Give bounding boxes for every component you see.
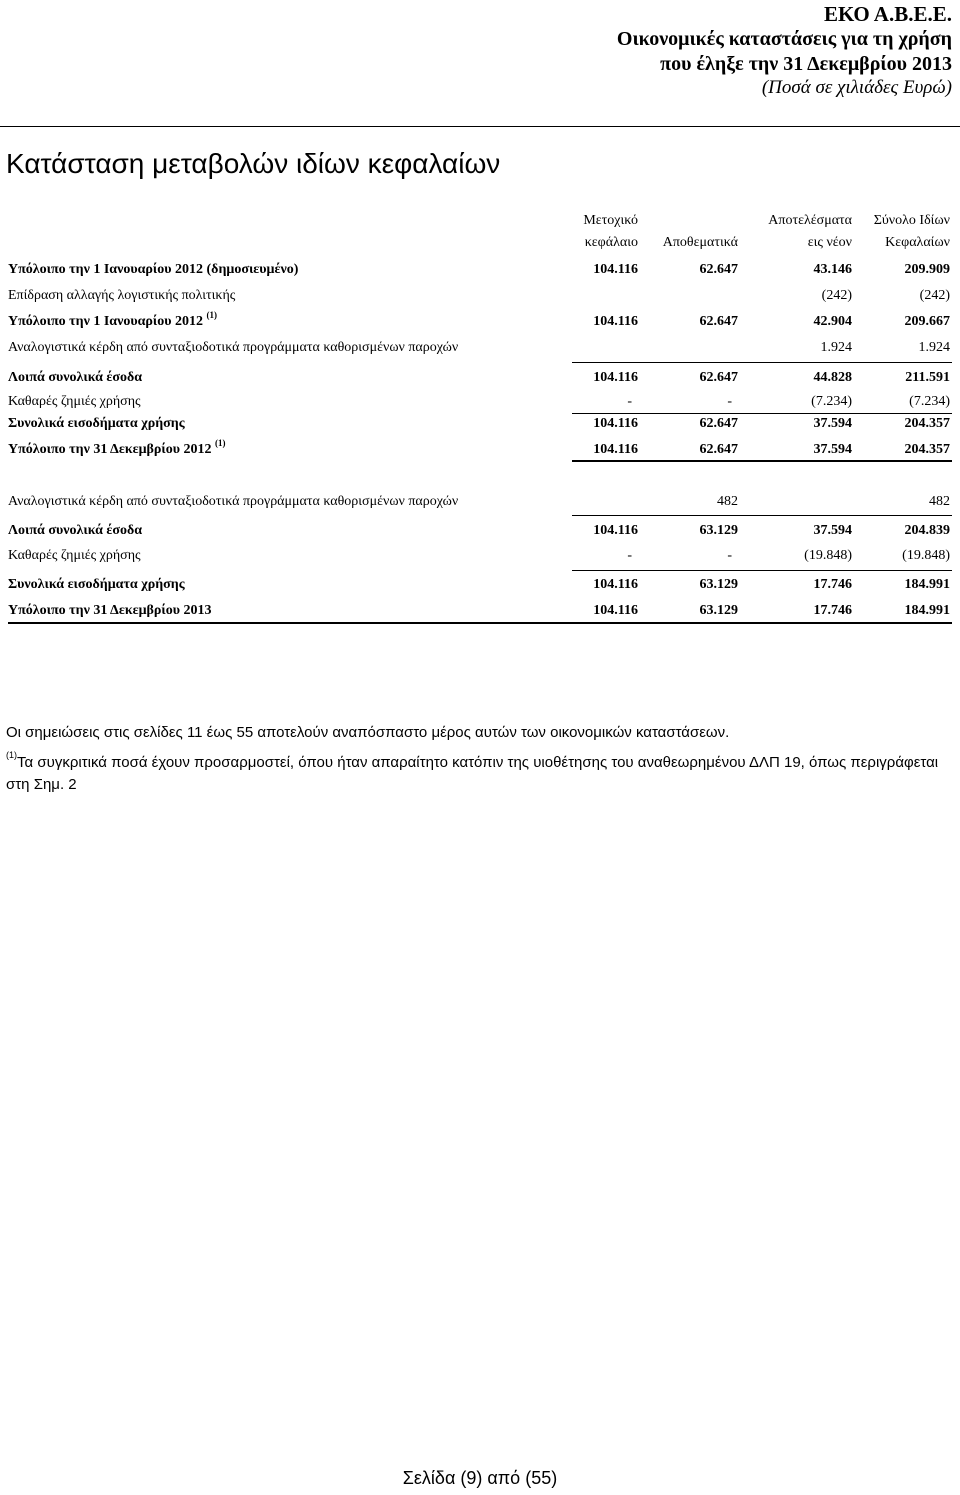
share-capital-value: -: [627, 394, 632, 409]
table-row: [0, 416, 960, 436]
table-row: [0, 394, 960, 414]
subtotal-rule: [572, 362, 952, 363]
table-row: [0, 340, 960, 360]
table-row: [0, 548, 960, 568]
reserves-value: -: [727, 548, 732, 563]
retained-earnings-value: 37.594: [813, 416, 852, 431]
retained-earnings-value: 17.746: [813, 577, 852, 592]
total-equity-value: 204.357: [904, 442, 950, 457]
row-label: Συνολικά εισοδήματα χρήσης: [8, 416, 185, 431]
row-label: Αναλογιστικά κέρδη από συνταξιοδοτικά προγράμματα καθορισμένων παροχών: [8, 494, 459, 509]
total-equity-value: 211.591: [905, 370, 950, 385]
subtotal-rule: [572, 570, 952, 571]
retained-earnings-value: 37.594: [813, 442, 852, 457]
table-row: [0, 603, 960, 623]
table-row: [0, 288, 960, 308]
row-label: Λοιπά συνολικά έσοδα: [8, 523, 143, 538]
total-equity-value: 209.909: [904, 262, 950, 277]
reserves-value: 62.647: [699, 314, 738, 329]
share-capital-value: 104.116: [593, 442, 638, 457]
reserves-value: -: [727, 394, 732, 409]
share-capital-value: 104.116: [593, 314, 638, 329]
share-capital-value: 104.116: [593, 523, 638, 538]
retained-earnings-value: (242): [821, 288, 852, 303]
retained-earnings-value: 17.746: [813, 603, 852, 618]
row-label: Συνολικά εισοδήματα χρήσης: [8, 577, 185, 592]
table-row: [0, 523, 960, 543]
total-equity-value: 184.991: [904, 577, 950, 592]
total-equity-value: 204.839: [904, 523, 950, 538]
retained-earnings-value: 1.924: [820, 340, 852, 355]
statement-title: Κατάσταση μεταβολών ιδίων κεφαλαίων: [6, 148, 501, 179]
total-equity-value: 1.924: [918, 340, 950, 355]
row-label: Καθαρές ζημιές χρήσης: [8, 548, 141, 563]
balance-rule: [572, 460, 952, 462]
amounts-unit: (Ποσά σε χιλιάδες Ευρώ): [761, 77, 952, 98]
retained-earnings-value: (7.234): [811, 394, 852, 409]
column-header-retained-earnings: Αποτελέσματα εις νέον: [768, 213, 852, 250]
row-label: Καθαρές ζημιές χρήσης: [8, 394, 141, 409]
share-capital-value: 104.116: [593, 416, 638, 431]
total-equity-value: (242): [919, 288, 950, 303]
table-row: [0, 577, 960, 597]
share-capital-value: 104.116: [593, 603, 638, 618]
table-row: [0, 438, 960, 462]
footnote-marker: (1): [214, 438, 226, 448]
share-capital-value: 104.116: [593, 370, 638, 385]
row-label: Υπόλοιπο την 31 Δεκεμβρίου 2013: [8, 603, 212, 618]
column-header-reserves: Αποθεματικά: [662, 235, 738, 250]
table-row: [0, 310, 960, 334]
balance-rule: [8, 622, 952, 624]
column-header-total-equity: Σύνολο Ιδίων Κεφαλαίων: [873, 213, 950, 250]
reserves-value: 482: [717, 494, 738, 509]
retained-earnings-value: 44.828: [813, 370, 852, 385]
total-equity-value: (19.848): [902, 548, 950, 563]
restatement-note-continued: στη Σημ. 2: [6, 776, 77, 793]
share-capital-value: 104.116: [593, 577, 638, 592]
restatement-note: $^{(1)}$Τα συγκριτικά ποσά έχουν προσαρμοστεί, όπου ήταν απαραίτητο κατόπιν της υιοθέτησης του αναθεωρημένου ΔΛΠ 19, όπως περιγράφεται: [6, 750, 939, 771]
row-label: Υπόλοιπο την 1 Ιανουαρίου 2012 (δημοσιευμένο): [8, 262, 299, 277]
row-label: Αναλογιστικά κέρδη από συνταξιοδοτικά προγράμματα καθορισμένων παροχών: [8, 340, 459, 355]
table-row: [0, 262, 960, 282]
report-title: Οικονομικές καταστάσεις για τη χρήση: [616, 28, 952, 50]
retained-earnings-value: 43.146: [813, 262, 852, 277]
total-equity-value: 184.991: [904, 603, 950, 618]
subtotal-rule: [572, 515, 952, 516]
row-label: Επίδραση αλλαγής λογιστικής πολιτικής: [8, 288, 236, 303]
retained-earnings-value: 42.904: [813, 314, 852, 329]
reserves-value: 62.647: [699, 442, 738, 457]
footnote-marker: (1): [6, 750, 17, 760]
total-equity-value: 204.357: [904, 416, 950, 431]
header-divider: [0, 126, 960, 127]
row-label: Υπόλοιπο την 31 Δεκεμβρίου 2012 $^{(1)}$: [8, 438, 226, 457]
reserves-value: 63.129: [699, 523, 738, 538]
row-label: Λοιπά συνολικά έσοδα: [8, 370, 143, 385]
reserves-value: 62.647: [699, 262, 738, 277]
total-equity-value: 209.667: [904, 314, 950, 329]
total-equity-value: (7.234): [909, 394, 950, 409]
notes-statement: Οι σημειώσεις στις σελίδες 11 έως 55 αποτελούν αναπόσπαστο μέρος αυτών των οικονομικών καταστάσεων.: [6, 724, 730, 741]
page-number: Σελίδα (9) από (55): [402, 1468, 558, 1488]
subtotal-rule: [572, 413, 952, 414]
footnote-marker: (1): [206, 310, 218, 320]
share-capital-value: -: [627, 548, 632, 563]
retained-earnings-value: 37.594: [813, 523, 852, 538]
reserves-value: 63.129: [699, 603, 738, 618]
company-name: ΕΚΟ Α.Β.Ε.Ε.: [823, 2, 952, 26]
share-capital-value: 104.116: [593, 262, 638, 277]
column-header-share-capital: Μετοχικό κεφάλαιο: [583, 213, 638, 250]
retained-earnings-value: (19.848): [804, 548, 852, 563]
reserves-value: 62.647: [699, 416, 738, 431]
report-period: που έληξε την 31 Δεκεμβρίου 2013: [660, 53, 952, 75]
table-row: [0, 370, 960, 390]
total-equity-value: 482: [929, 494, 950, 509]
reserves-value: 63.129: [699, 577, 738, 592]
row-label: Υπόλοιπο την 1 Ιανουαρίου 2012 $^{(1)}$: [8, 310, 218, 329]
table-row: [0, 494, 960, 514]
reserves-value: 62.647: [699, 370, 738, 385]
